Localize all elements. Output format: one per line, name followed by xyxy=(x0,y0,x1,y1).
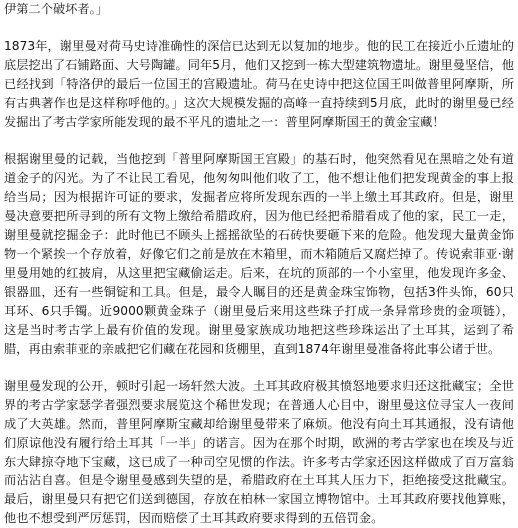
document-page xyxy=(4,0,514,528)
paragraph-intro-tail: 伊第二个破坏者。」 xyxy=(4,2,109,16)
paragraph-treasure-discovery: 根据谢里曼的记载，当他挖到「普里阿摩斯国王宫殿」的基石时，他突然看见在黑暗之处有道道金子的闪光。为了不让民工看见，他匆匆叫他们收了工，他不想让他们把发现黄金的事上报给当局；因为根据许可证的要求，发掘者应将所发现东西的一半上缴土耳其政府。但是，谢里曼决意要把所寻到的所有文物上缴给希腊政府，因为他已经把希腊看成了他的家，民工一走，谢里曼就挖掘金子：此时他已不顾头上摇摇欲坠的石砖快要砸下来的危险。他发现大量黄金饰物一个紧挨一个存放着，好像它们之前是放在木箱里，而木箱随后又腐烂掉了。传说索菲亚·谢里曼用她的红披肩，从这里把宝藏偷运走。后来，在坑的顶部的一个小室里，他发现许多金、银器皿，还有一些铜锭和工具。但是，最令人瞩目的还是黄金珠宝饰物，包括3件头饰，60只耳环、6只手镯。近9000颗黄金珠子（谢里曼后来用这些珠子打成一条异常珍贵的金项链），这是当时考古学上最有价值的发现。谢里曼家族成功地把这些珍珠运出了土耳其，运到了希腊，再由索菲亚的亲戚把它们藏在花园和货棚里，直到1874年谢里曼准备将此事公诸于世。 xyxy=(4,152,514,356)
paragraph-public-controversy: 谢里曼发现的公开，顿时引起一场轩然大波。土耳其政府极其愤怒地要求归还这批藏宝；全世界的考古学家瑟学者强烈要求展览这个稀世发现；在普通人心目中，谢里曼这位寻宝人一夜间成了大英雄。然而，普里阿摩斯宝藏却给谢里曼带来了麻烦。他没有向土耳其通报，没有请他们原谅他没有履行给土耳其「一半」的诺言。因为在那个时期，欧洲的考古学家也在埃及与近东大肆掠夺地下宝藏，这已成了一种司空见惯的作法。许多考古学家还因这样做成了百万富翁而沾沾自喜。但是令谢里曼感到失望的是，希腊政府在土耳其人压力下，拒绝接受这批藏宝。最后，谢里曼只有把它们送到德国，存放在柏林一家国立博物馆中。土耳其政府要找他算账，他也不想受到严厉惩罚，因而赔偿了土耳其政府要求得到的五倍罚金。 xyxy=(4,378,514,526)
paragraph-1873-excavation: 1873年，谢里曼对荷马史诗准确性的深信已达到无以复加的地步。他的民工在接近小丘遗址的底层挖出了石铺路面、大号陶罐。同年5月，他们又挖到一栋大型建筑物遗址。谢里曼坚信，他已经找到「特洛伊的最后一位国王的宫殿遗址。荷马在史诗中把这位国王叫做普里阿摩斯，所有古典著作也是这样称呼他的。」这次大规模发掘的高峰一直持续到5月底，此时的谢里曼已经发掘出了考古学家所能发现的最不平凡的遗址之一：普里阿摩斯国王的黄金宝藏！ xyxy=(4,39,514,130)
